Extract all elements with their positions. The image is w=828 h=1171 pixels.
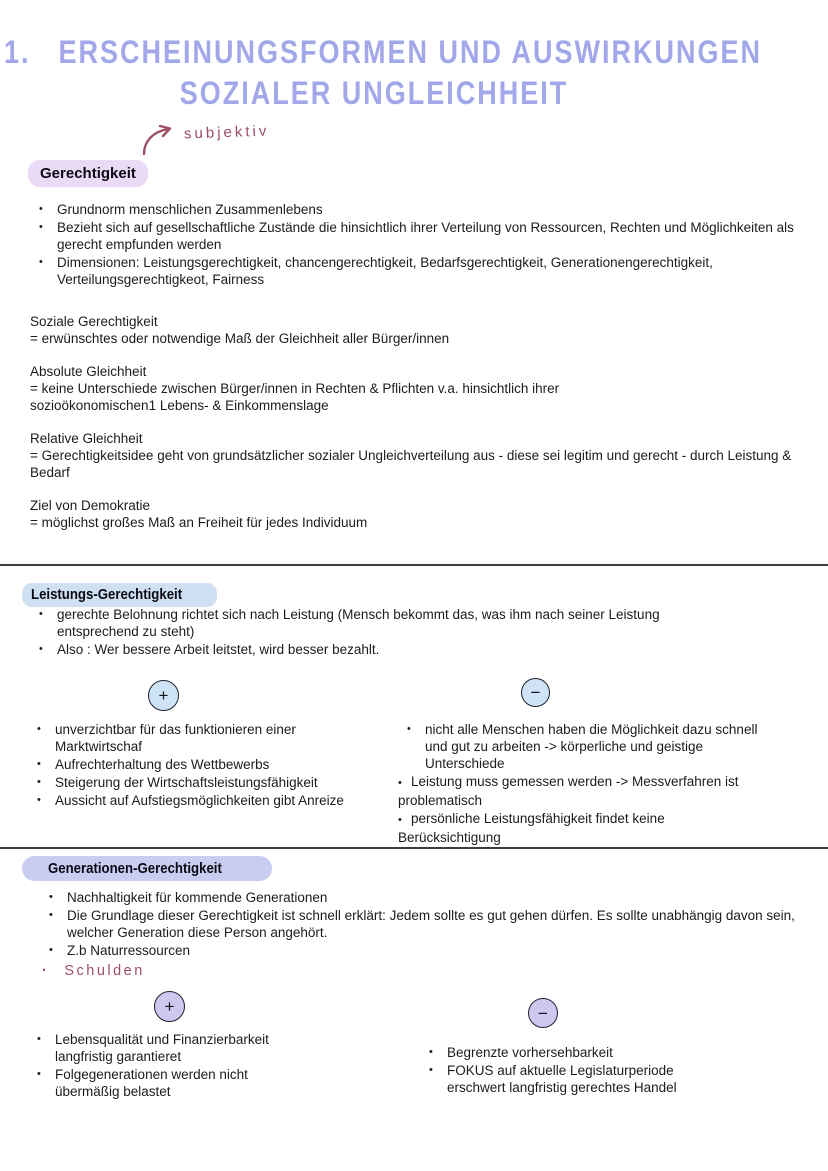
heading-text: Gerechtigkeit bbox=[40, 165, 136, 182]
heading-text: Generationen-Gerechtigkeit bbox=[48, 860, 222, 877]
definition-text: = keine Unterschiede zwischen Bürger/innen in Rechten & Pflichten v.a. hinsichtlich ihrer sozioökonomischen1 Lebens- & Einkommenslage bbox=[30, 381, 560, 413]
definition-term: Relative Gleichheit bbox=[30, 431, 143, 446]
list-item: • gerechte Belohnung richtet sich nach Leistung (Mensch bekommt das, was ihm nach seiner Leistung entsprechend zu steht) bbox=[30, 606, 745, 640]
con-line: Berücksichtigung bbox=[398, 830, 501, 845]
leistung-bullet-list bbox=[30, 606, 745, 659]
definitions-block bbox=[30, 313, 810, 547]
definition-relative-gleichheit bbox=[30, 430, 810, 481]
plus-sign: + bbox=[164, 997, 175, 1016]
definition-text: = möglichst großes Maß an Freiheit für jedes Individuum bbox=[30, 515, 368, 530]
plus-icon bbox=[148, 680, 179, 711]
generationen-cons-list bbox=[420, 1044, 730, 1097]
list-item: • Nachhaltigkeit für kommende Generationen bbox=[40, 889, 815, 906]
annotation-text: subjektiv bbox=[183, 122, 270, 143]
con-line: • Leistung muss gemessen werden -> Messverfahren ist bbox=[398, 774, 739, 789]
leistung-pros-list bbox=[28, 721, 366, 810]
list-item bbox=[398, 773, 780, 809]
con-line: • persönliche Leistungsfähigkeit findet keine bbox=[398, 811, 665, 826]
plus-sign: + bbox=[158, 686, 169, 705]
list-item: • Grundnorm menschlichen Zusammenlebens bbox=[30, 201, 800, 218]
section-divider bbox=[0, 564, 828, 566]
page-title bbox=[4, 28, 763, 111]
list-item: • FOKUS auf aktuelle Legislaturperiode erschwert langfristig gerechtes Handel bbox=[420, 1062, 730, 1096]
definition-text: = erwünschtes oder notwendige Maß der Gleichheit aller Bürger/innen bbox=[30, 331, 450, 346]
title-line1-text: ERSCHEINUNGSFORMEN UND AUSWIRKUNGEN bbox=[58, 34, 763, 70]
generationen-bullet-list bbox=[40, 889, 815, 960]
definition-term: Soziale Gerechtigkeit bbox=[30, 314, 158, 329]
con-line: problematisch bbox=[398, 793, 483, 808]
definition-text: = Gerechtigkeitsidee geht von grundsätzlicher sozialer Ungleichverteilung aus - diese sei legitim und gerecht - durch Leistung & Bedarf bbox=[30, 448, 792, 480]
minus-icon bbox=[521, 678, 550, 707]
list-item: • Aufrechterhaltung des Wettbewerbs bbox=[28, 756, 366, 773]
leistung-cons-list bbox=[398, 721, 780, 847]
heading-gerechtigkeit bbox=[28, 160, 148, 187]
title-line-2: SOZIALER UNGLEICHHEIT bbox=[179, 75, 569, 111]
title-number: 1. bbox=[4, 34, 31, 70]
handwritten-annotation-subjektiv bbox=[140, 124, 269, 156]
curved-arrow-icon bbox=[140, 124, 178, 156]
list-item: • Steigerung der Wirtschaftsleistungsfähigkeit bbox=[28, 774, 366, 791]
section-divider bbox=[0, 847, 828, 849]
definition-soziale-gerechtigkeit bbox=[30, 313, 810, 347]
list-item: • Bezieht sich auf gesellschaftliche Zustände die hinsichtlich ihrer Verteilung von Ressourcen, Rechten und Möglichkeiten als gerecht empfunden werden bbox=[30, 219, 800, 253]
definition-term: Ziel von Demokratie bbox=[30, 498, 151, 513]
list-item: • Aussicht auf Aufstiegsmöglichkeiten gibt Anreize bbox=[28, 792, 366, 809]
definition-ziel-von-demokratie bbox=[30, 497, 810, 531]
list-item bbox=[398, 810, 780, 846]
minus-sign: − bbox=[538, 1003, 548, 1023]
heading-generationen-gerechtigkeit bbox=[22, 856, 272, 881]
list-item: • Dimensionen: Leistungsgerechtigkeit, chancengerechtigkeit, Bedarfsgerechtigkeit, Generationengerechtigkeit, Verteilungsgerechtigkeot, Fairness bbox=[30, 254, 800, 288]
list-item: • Folgegenerationen werden nicht übermäßig belastet bbox=[28, 1066, 303, 1100]
heading-text: Leistungs-Gerechtigkeit bbox=[31, 586, 183, 603]
definition-term: Absolute Gleichheit bbox=[30, 364, 147, 379]
list-item: • Begrenzte vorhersehbarkeit bbox=[420, 1044, 730, 1061]
minus-sign: − bbox=[530, 683, 541, 702]
definition-absolute-gleichheit bbox=[30, 363, 810, 414]
generationen-pros-list bbox=[28, 1031, 303, 1101]
minus-icon bbox=[528, 998, 558, 1028]
gerechtigkeit-bullet-list bbox=[30, 201, 800, 289]
list-item: • Die Grundlage dieser Gerechtigkeit ist schnell erklärt: Jedem sollte es gut gehen dürfen. Es sollte unabhängig davon sein, welcher Generation diese Person angehört. bbox=[40, 907, 815, 941]
plus-icon bbox=[154, 991, 185, 1022]
list-item: • unverzichtbar für das funktionieren einer Marktwirtschaf bbox=[28, 721, 366, 755]
list-item: • nicht alle Menschen haben die Möglichkeit dazu schnell und gut zu arbeiten -> körperliche und geistige Unterschiede bbox=[398, 721, 780, 772]
heading-leistungs-gerechtigkeit bbox=[22, 583, 217, 607]
list-item: • Z.b Naturressourcen bbox=[40, 942, 815, 959]
handwritten-annotation-schulden: · Schulden bbox=[42, 963, 145, 980]
list-item: • Lebensqualität und Finanzierbarkeit langfristig garantieret bbox=[28, 1031, 303, 1065]
list-item: • Also : Wer bessere Arbeit leitstet, wird besser bezahlt. bbox=[30, 641, 745, 658]
